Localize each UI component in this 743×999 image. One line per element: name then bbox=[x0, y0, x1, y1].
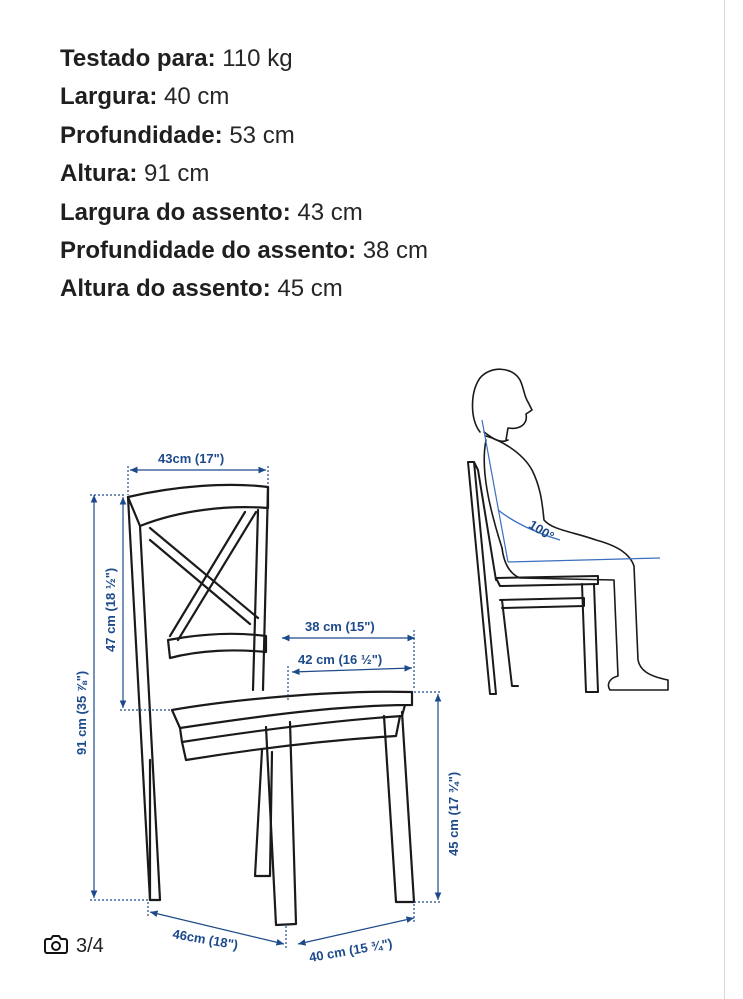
spec-list bbox=[60, 40, 428, 309]
dim-depth: 46cm (18") bbox=[171, 926, 240, 953]
spec-height bbox=[60, 155, 428, 193]
spec-value: 110 kg bbox=[222, 45, 293, 72]
dim-seat-depth: 38 cm (15") bbox=[305, 619, 375, 634]
spec-seat-height bbox=[60, 270, 428, 308]
chair-side-view bbox=[468, 462, 598, 694]
right-edge-divider bbox=[724, 0, 725, 999]
spec-seat-depth bbox=[60, 232, 428, 270]
spec-value: 38 cm bbox=[362, 236, 429, 264]
spec-label: Altura: bbox=[60, 160, 138, 188]
spec-label: Largura do assento: bbox=[60, 198, 291, 226]
gallery-counter[interactable] bbox=[44, 932, 104, 960]
chair-dimension-diagram[interactable] bbox=[0, 330, 724, 999]
dim-backrest-height: 47 cm (18 ½") bbox=[103, 567, 118, 652]
spec-seat-width bbox=[60, 194, 428, 232]
dim-seat-width: 42 cm (16 ½") bbox=[298, 652, 383, 667]
dim-angle-label: 100° bbox=[526, 516, 557, 544]
spec-value: 45 cm bbox=[277, 275, 343, 303]
spec-depth bbox=[60, 117, 428, 155]
spec-width bbox=[60, 78, 428, 116]
angle-guides bbox=[482, 420, 660, 562]
dim-width: 40 cm (15 ¾") bbox=[307, 935, 394, 965]
camera-icon bbox=[44, 934, 68, 959]
spec-label: Altura do assento: bbox=[60, 275, 271, 303]
dim-backrest-width: 43cm (17") bbox=[158, 451, 225, 466]
spec-tested-for bbox=[60, 40, 428, 78]
spec-value: 43 cm bbox=[297, 198, 363, 226]
dim-seat-height: 45 cm (17 ¾") bbox=[446, 771, 461, 856]
spec-value: 53 cm bbox=[229, 121, 295, 149]
spec-label: Profundidade do assento: bbox=[60, 236, 357, 264]
spec-value: 91 cm bbox=[144, 160, 210, 188]
spec-label: Profundidade: bbox=[60, 121, 223, 149]
spec-label: Testado para: bbox=[60, 45, 216, 72]
dim-total-height: 91 cm (35 ⅞") bbox=[74, 670, 89, 755]
chair-front-view bbox=[128, 485, 414, 925]
gallery-counter-text: 3/4 bbox=[76, 934, 104, 957]
spec-label: Largura: bbox=[60, 83, 158, 111]
spec-value: 40 cm bbox=[164, 83, 230, 111]
